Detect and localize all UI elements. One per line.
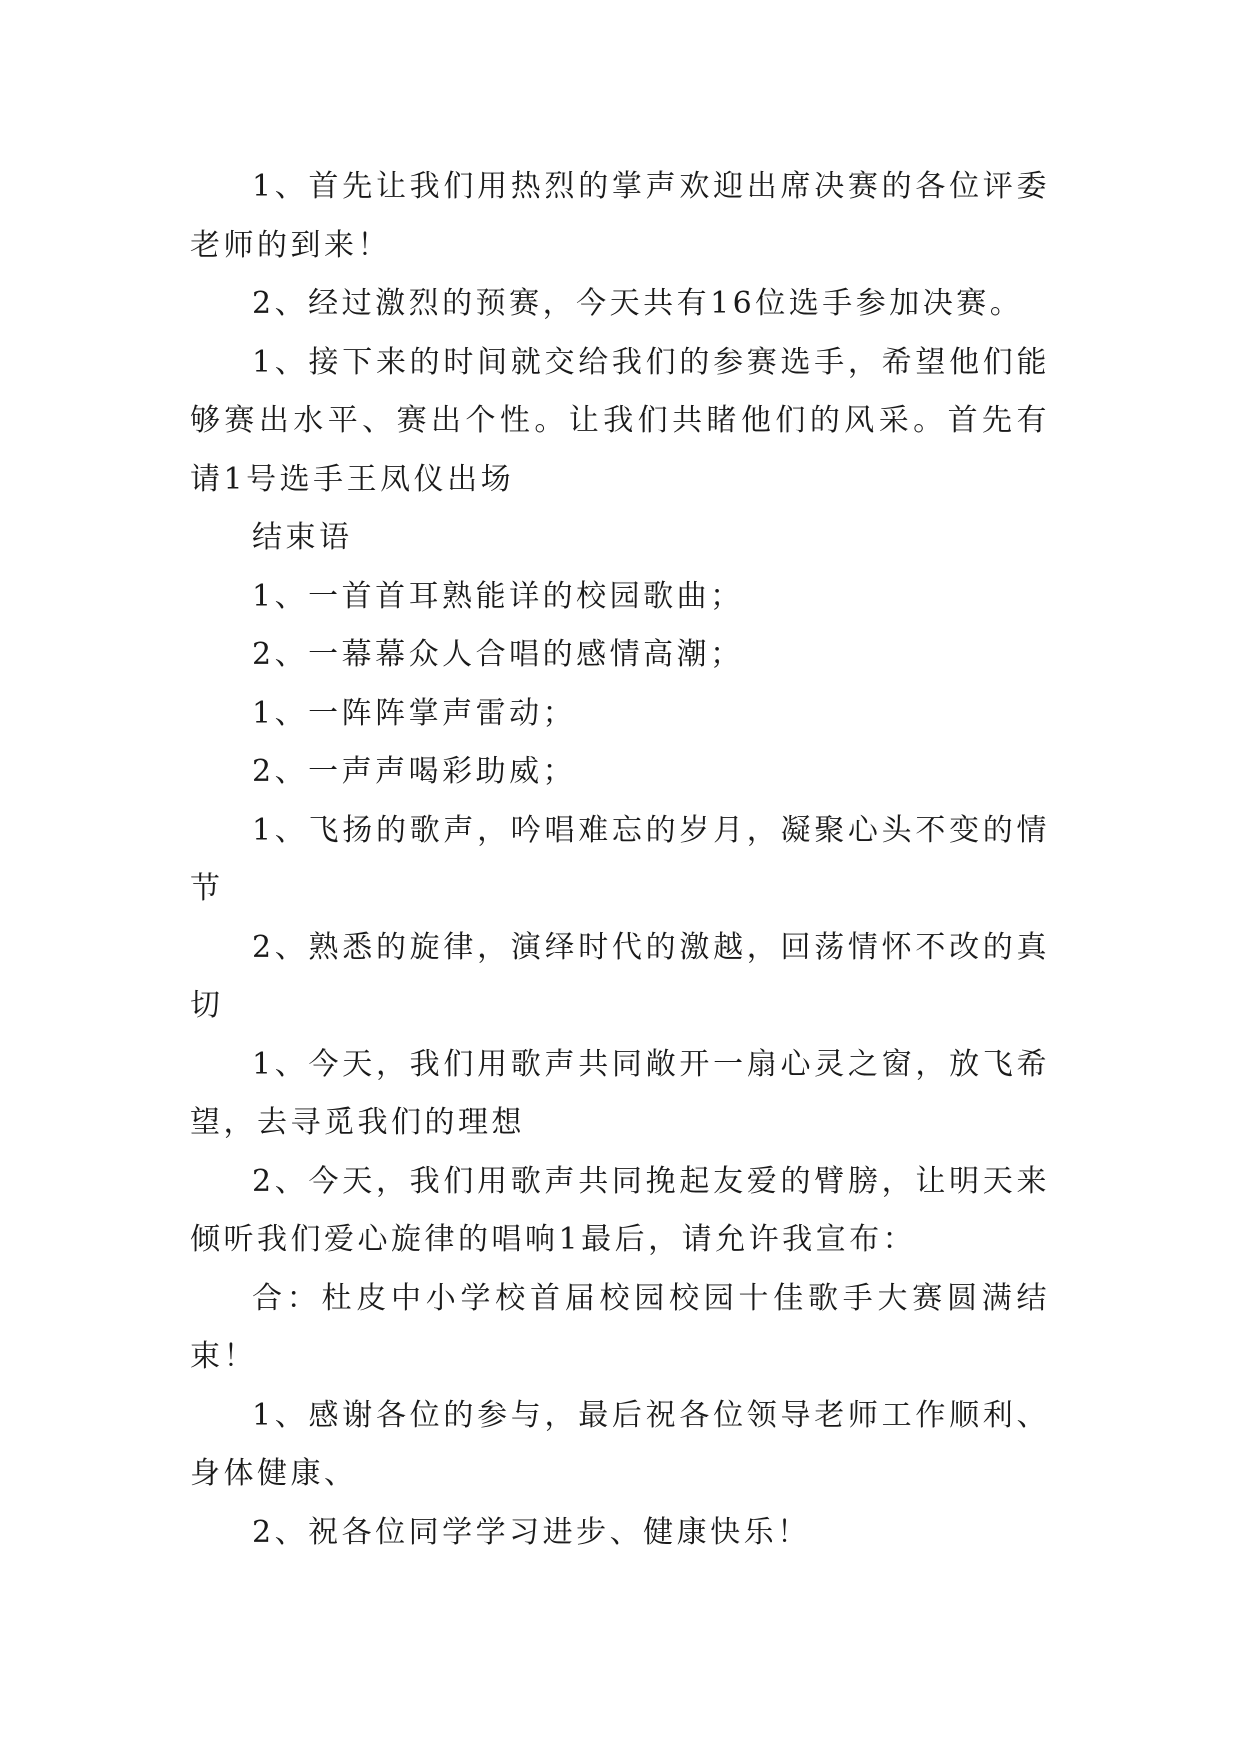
paragraph-first-contestant: 1、接下来的时间就交给我们的参赛选手，希望他们能够赛出水平、赛出个性。让我们共睹他们的风采。首先有请1号选手王凤仪出场 [190,344,1050,497]
paragraph-closing-line: 2、今天，我们用歌声共同挽起友爱的臂膀，让明天来倾听我们爱心旋律的唱响1最后，请允许我宣布： [190,1163,1050,1257]
paragraph-finalists-count: 2、经过激烈的预赛，今天共有16位选手参加决赛。 [252,286,1024,321]
paragraph-closing-line: 1、一首首耳熟能详的校园歌曲； [252,578,744,614]
paragraph-closing-line: 2、熟悉的旋律，演绎时代的激越，回荡情怀不改的真切 [190,929,1050,1023]
paragraph-closing-line: 2、一幕幕众人合唱的感情高潮； [252,637,744,672]
paragraph-closing-line: 1、今天，我们用歌声共同敞开一扇心灵之窗，放飞希望，去寻觅我们的理想 [190,1046,1050,1140]
document-body [190,158,1050,1562]
paragraph-closing-line: 1、一阵阵掌声雷动； [252,695,577,731]
paragraph-closing-line: 2、一声声喝彩助威； [252,754,577,789]
paragraph-announcement: 合：杜皮中小学校首届校园校园十佳歌手大赛圆满结束！ [190,1280,1050,1374]
paragraph-wishes: 2、祝各位同学学习进步、健康快乐！ [252,1514,811,1550]
paragraph-welcome-judges: 1、首先让我们用热烈的掌声欢迎出席决赛的各位评委老师的到来！ [190,169,1050,263]
paragraph-closing-line: 1、飞扬的歌声，吟唱难忘的岁月，凝聚心头不变的情节 [190,812,1050,906]
section-heading-closing: 结束语 [252,520,353,555]
paragraph-thanks: 1、感谢各位的参与，最后祝各位领导老师工作顺利、身体健康、 [190,1397,1050,1491]
